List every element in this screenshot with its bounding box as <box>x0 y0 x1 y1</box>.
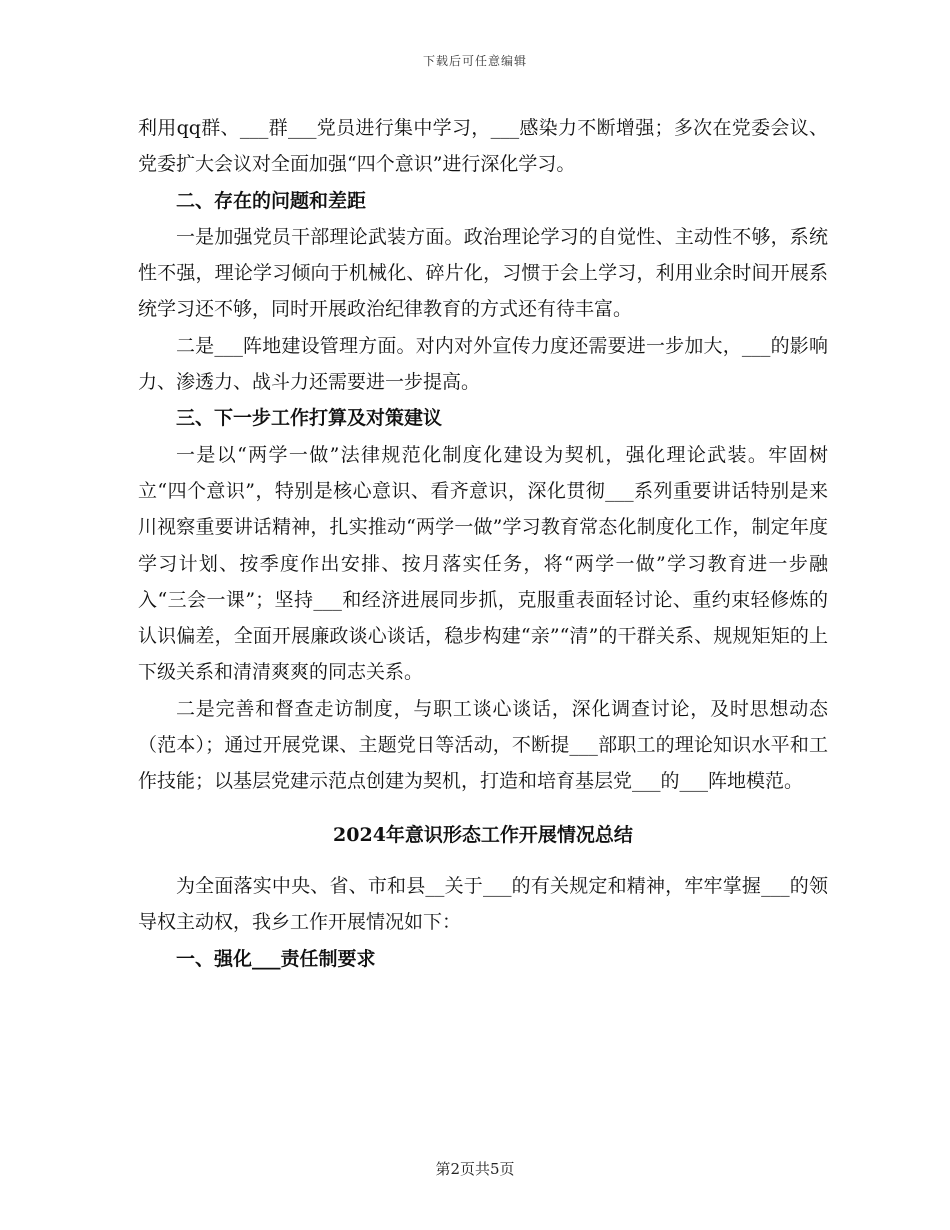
page-footer: 第2页共5页 <box>435 1160 515 1178</box>
paragraph: 二是完善和督查走访制度，与职工谈心谈话，深化调查讨论，及时思想动态（范本）；通过开展党课、主题党日等活动，不断提___部职工的理论知识水平和工作技能；以基层党建示范点创建为契机，打造和培育基层党___的___阵地模范。 <box>138 697 828 793</box>
page-header: 下载后可任意编辑 <box>422 54 527 68</box>
paragraph: 二是___阵地建设管理方面。对内对外宣传力度还需要进一步加大，___的影响力、渗透力、战斗力还需要进一步提高。 <box>138 334 828 394</box>
paragraph: 一是以“两学一做”法律规范化制度化建设为契机，强化理论武装。牢固树立“四个意识”，特别是核心意识、看齐意识，深化贯彻___系列重要讲话特别是来川视察重要讲话精神，扎实推动“两学一做”学习教育常态化制度化工作，制定年度学习计划、按季度作出安排、按月落实任务，将“两学一做”学习教育进一步融入“三会一课”；坚持___和经济进展同步抓，克服重表面轻讨论、重约束轻修炼的认识偏差，全面开展廉政谈心谈话，稳步构建“亲”“清”的干群关系、规规矩矩的上下级关系和清清爽爽的同志关系。 <box>138 443 828 684</box>
document-title: 2024年意识形态工作开展情况总结 <box>333 823 633 846</box>
paragraph: 为全面落实中央、省、市和县__关于___的有关规定和精神，牢牢掌握___的领导权主动权，我乡工作开展情况如下： <box>138 874 828 934</box>
section-heading: 三、下一步工作打算及对策建议 <box>176 407 443 430</box>
paragraph: 利用qq群、___群___党员进行集中学习，___感染力不断增强；多次在党委会议、党委扩大会议对全面加强“四个意识”进行深化学习。 <box>138 117 828 176</box>
section-heading: 二、存在的问题和差距 <box>176 189 367 212</box>
paragraph: 一是加强党员干部理论武装方面。政治理论学习的自觉性、主动性不够，系统性不强，理论学习倾向于机械化、碎片化，习惯于会上学习，利用业余时间开展系统学习还不够，同时开展政治纪律教育的方式还有待丰富。 <box>138 225 828 321</box>
section-heading: 一、强化___责任制要求 <box>176 947 376 970</box>
document-body <box>138 110 828 977</box>
